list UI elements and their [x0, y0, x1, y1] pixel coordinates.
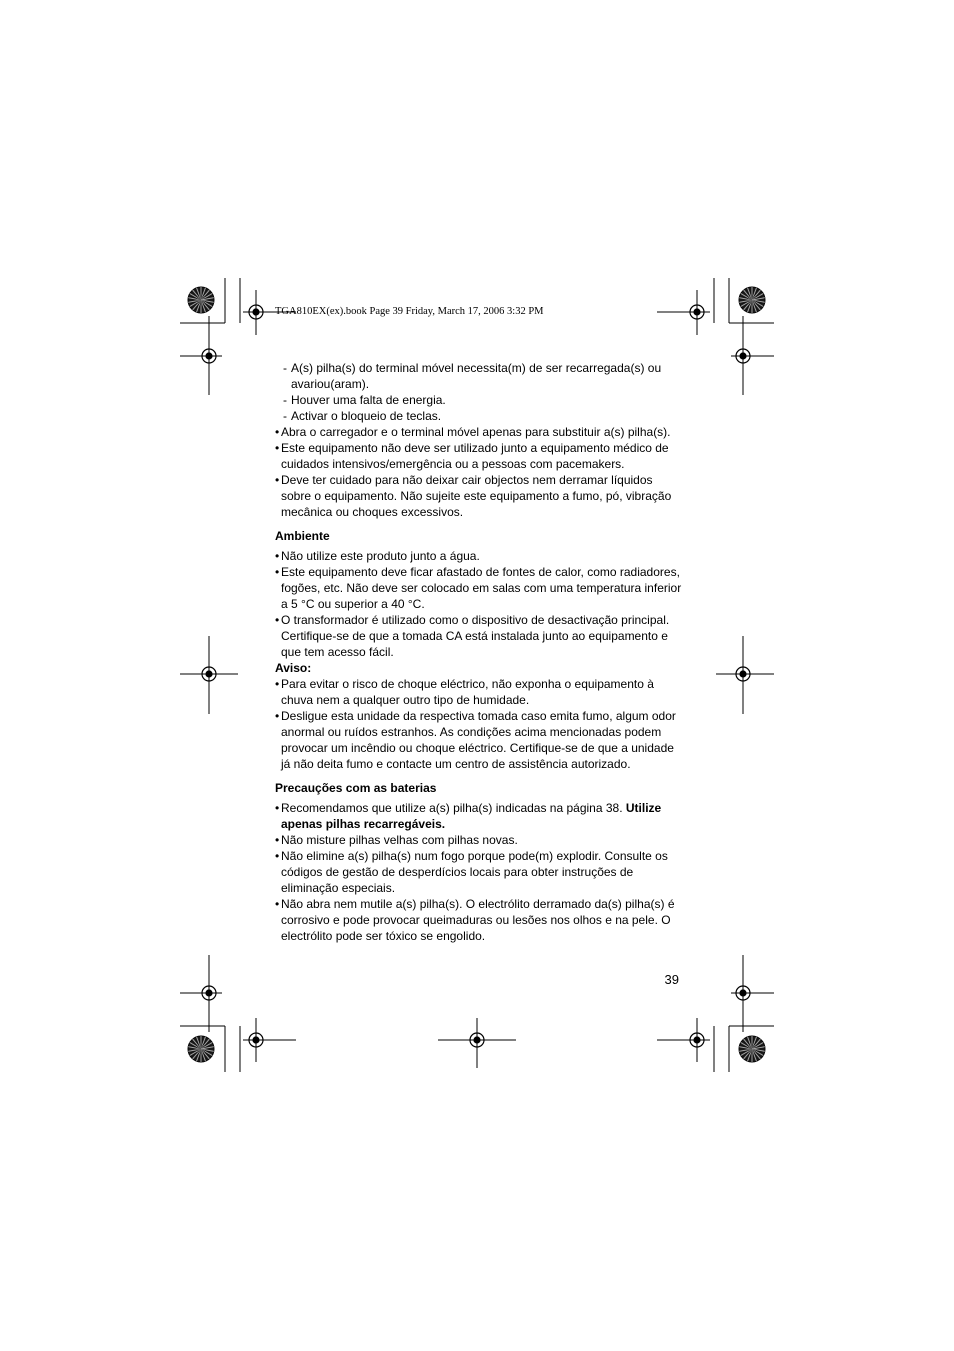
page-body	[275, 360, 685, 944]
section-title-ambiente: Ambiente	[275, 529, 330, 543]
bullet-item: • O transformador é utilizado como o dispositivo de desactivação principal. Certifique-se de que a tomada CA está instalada junto ao equipamento e que tem acesso fácil.	[275, 612, 685, 660]
bullet-item: • Desligue esta unidade da respectiva tomada caso emita fumo, algum odor anormal ou ruídos estranhos. As condições acima mencionadas podem provocar um incêndio ou choque eléctrico. Certifique-se de que a unidade já não deita fumo e contacte um centro de assistência autorizado.	[275, 708, 685, 772]
bullet-item: • Este equipamento não deve ser utilizado junto a equipamento médico de cuidados intensivos/emergência ou a pessoas com pacemakers.	[275, 440, 685, 472]
aviso-title: Aviso:	[275, 661, 312, 675]
bullet-item: • Este equipamento deve ficar afastado de fontes de calor, como radiadores, fogões, etc. Não deve ser colocado em salas com uma temperatura inferior a 5 °C ou superior a 40 °C.	[275, 564, 685, 612]
dash-item: - A(s) pilha(s) do terminal móvel necessita(m) de ser recarregada(s) ou avariou(aram).	[275, 360, 685, 392]
bullet-item: • Não utilize este produto junto a água.	[275, 548, 685, 564]
bullet-item: • Não elimine a(s) pilha(s) num fogo porque pode(m) explodir. Consulte os códigos de gestão de desperdícios locais para obter instruções de eliminação especiais.	[275, 848, 685, 896]
section-title-baterias: Precauções com as baterias	[275, 781, 437, 795]
bullet-item: • Não misture pilhas velhas com pilhas novas.	[275, 832, 685, 848]
bullet-item	[275, 800, 685, 832]
bullet-item: • Não abra nem mutile a(s) pilha(s). O electrólito derramado da(s) pilha(s) é corrosivo e pode provocar queimaduras ou lesões nos olhos e na pele. O electrólito pode ser tóxico se engolido.	[275, 896, 685, 944]
bullet-item: • Deve ter cuidado para não deixar cair objectos nem derramar líquidos sobre o equipamento. Não sujeite este equipamento a fumo, pó, vibração mecânica ou choques excessivos.	[275, 472, 685, 520]
page-number: 39	[664, 972, 679, 987]
bullet-bold-text: Utilize apenas pilhas recarregáveis.	[281, 801, 662, 831]
bullet-item: • Abra o carregador e o terminal móvel apenas para substituir a(s) pilha(s).	[275, 424, 685, 440]
dash-item: - Houver uma falta de energia.	[275, 392, 685, 408]
dash-item: - Activar o bloqueio de teclas.	[275, 408, 685, 424]
bullet-item: • Para evitar o risco de choque eléctrico, não exponha o equipamento à chuva nem a qualquer outro tipo de humidade.	[275, 676, 685, 708]
running-header: TGA810EX(ex).book Page 39 Friday, March 17, 2006 3:32 PM	[275, 306, 544, 317]
bullet-text: Recomendamos que utilize a(s) pilha(s) indicadas na página 38.	[281, 801, 626, 815]
